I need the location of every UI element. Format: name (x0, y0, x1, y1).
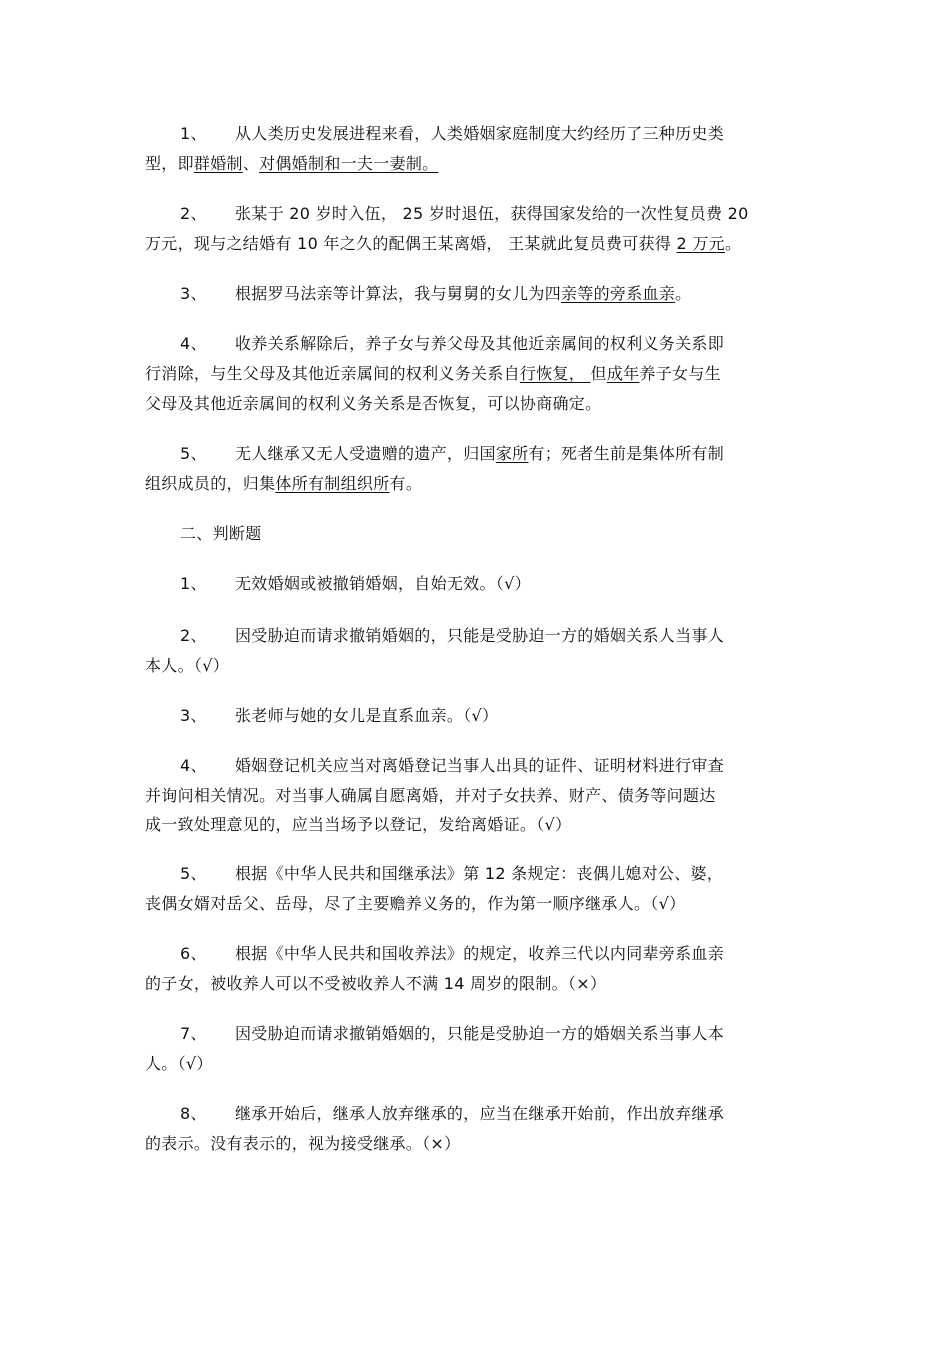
answer-underline: 亲等的旁系血亲 (561, 284, 676, 303)
judge-item-4-line-3: 成一致处理意见的，应当当场予以登记，发给离婚证。（√） (145, 815, 572, 834)
answer-underline: 群婚制 (193, 154, 243, 173)
item-text: 继承开始后，继承人放弃继承的，应当在继承开始前，作出放弃继承 (235, 1104, 725, 1123)
section-title: 二、判断题 (180, 524, 262, 543)
fill-item-4-line-3 (145, 394, 601, 414)
judge-item-5-line-2: 丧偶女婿对岳父、岳母，尽了主要赡养义务的，作为第一顺序继承人。（√） (145, 894, 686, 913)
item-number: 4、 (180, 756, 207, 775)
item-number: 8、 (180, 1104, 207, 1123)
item-number: 1、 (180, 574, 207, 593)
text-segment: 无人继承又无人受遗赠的遗产，归国 (235, 444, 496, 463)
fill-item-4-line-1 (180, 334, 724, 354)
answer-underline: 对偶婚制和一夫一妻制。 (259, 154, 439, 173)
judge-item-2-line-2: 本人。（√） (145, 656, 229, 675)
item-text: 张老师与她的女儿是直系血亲。（√） (235, 706, 499, 725)
fill-item-4-line-2 (145, 364, 721, 384)
item-text: 因受胁迫而请求撤销婚姻的，只能是受胁迫一方的婚姻关系当事人本 (235, 1024, 725, 1043)
answer-underline: 体所有制组织所 (275, 474, 390, 493)
fill-item-2-line-2 (145, 234, 741, 254)
judge-item-7-line-2: 人。（√） (145, 1054, 213, 1073)
text-segment: 。 (675, 284, 692, 303)
fill-item-3-line-1 (180, 284, 691, 304)
item-number: 2、 (180, 626, 207, 645)
fill-item-5-line-1 (180, 444, 724, 464)
fill-item-1-line-1 (180, 124, 724, 144)
text-segment: 有；死者生前是集体所有制 (528, 444, 725, 463)
text-segment: 、 (242, 154, 260, 173)
text-segment: 但 (590, 364, 607, 383)
fill-item-5-line-2 (145, 474, 422, 494)
judge-item-8-line-1 (180, 1104, 724, 1124)
judge-item-2-line-1 (180, 626, 724, 646)
answer-underline: 家所 (495, 444, 529, 463)
judge-item-4-line-1 (180, 756, 724, 776)
text-segment: 组织成员的，归集 (145, 474, 276, 493)
judge-item-8-line-2: 的表示。没有表示的，视为接受继承。（×） (145, 1134, 461, 1153)
judge-item-5-line-1 (180, 864, 723, 884)
judge-item-7-line-1 (180, 1024, 724, 1044)
text-segment: 万元，现与之结婚有 10 年之久的配偶王某离婚， 王某就此复员费可获得 (145, 234, 677, 253)
item-number: 5、 (180, 864, 207, 883)
item-text: 因受胁迫而请求撤销婚姻的，只能是受胁迫一方的婚姻关系人当事人 (235, 626, 725, 645)
answer-underline: 成年 (606, 364, 640, 383)
judge-item-3-line-1 (180, 706, 498, 726)
item-text: 婚姻登记机关应当对离婚登记当事人出具的证件、证明材料进行审查 (235, 756, 725, 775)
judge-item-1-line-1 (180, 574, 531, 594)
item-number: 3、 (180, 284, 207, 303)
text-segment: 父母及其他近亲属间的权利义务关系是否恢复，可以协商确定。 (145, 394, 602, 413)
item-number: 1、 (180, 124, 207, 143)
item-number: 2、 (180, 204, 207, 223)
fill-item-1-line-2 (145, 154, 438, 174)
item-text: 从人类历史发展进程来看，人类婚姻家庭制度大约经历了三种历史类 (235, 124, 725, 143)
fill-item-2-line-1 (180, 204, 749, 224)
item-number: 5、 (180, 444, 207, 463)
text-segment: 型，即 (145, 154, 194, 173)
item-text: 收养关系解除后，养子女与养父母及其他近亲属间的权利义务关系即 (235, 334, 725, 353)
item-number: 3、 (180, 706, 207, 725)
judge-item-6-line-1 (180, 944, 724, 964)
judge-item-4-line-2: 并询问相关情况。对当事人确属自愿离婚，并对子女扶养、财产、债务等问题达 (145, 786, 716, 805)
answer-underline: 行恢复， (519, 364, 591, 383)
text-segment: 有。 (389, 474, 423, 493)
answer-underline: 2 万元 (676, 234, 725, 253)
text-segment: 根据罗马法亲等计算法，我与舅舅的女儿为四 (235, 284, 562, 303)
text-segment: 行消除，与生父母及其他近亲属间的权利义务关系自 (145, 364, 520, 383)
item-number: 7、 (180, 1024, 207, 1043)
text-segment: 。 (724, 234, 742, 253)
item-number: 4、 (180, 334, 207, 353)
judge-item-6-line-2: 的子女，被收养人可以不受被收养人不满 14 周岁的限制。（×） (145, 974, 607, 993)
item-number: 6、 (180, 944, 207, 963)
text-segment: 养子女与生 (639, 364, 721, 383)
item-text: 张某于 20 岁时入伍， 25 岁时退伍，获得国家发给的一次性复员费 20 (235, 204, 749, 223)
item-text: 根据《中华人民共和国收养法》的规定，收养三代以内同辈旁系血亲 (235, 944, 725, 963)
item-text: 根据《中华人民共和国继承法》第 12 条规定：丧偶儿媳对公、婆， (235, 864, 724, 883)
item-text: 无效婚姻或被撤销婚姻，自始无效。（√） (235, 574, 531, 593)
